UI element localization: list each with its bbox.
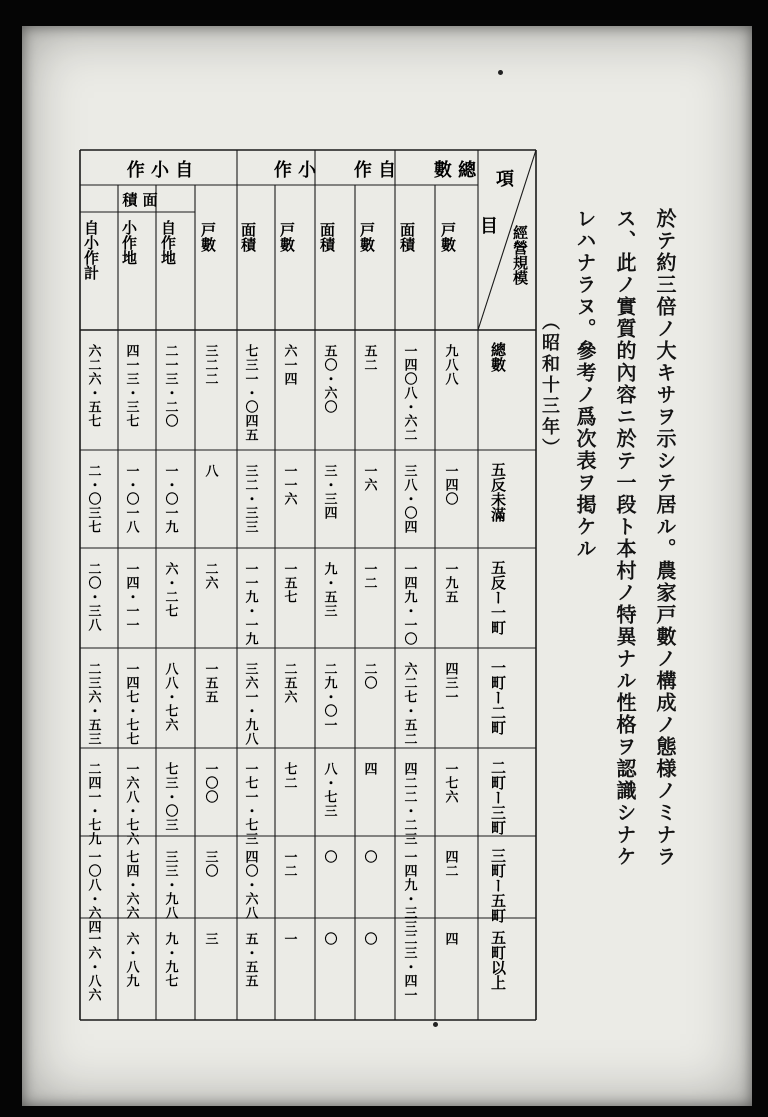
band-label-1: 總數 bbox=[489, 342, 507, 372]
row-header-4: 面積 bbox=[318, 222, 336, 252]
paragraph-line-1: 於テ約三倍ノ大キサヲ示シテ居ル。農家戸數ノ構成ノ態様ノミナラ bbox=[653, 208, 677, 868]
row-header-7: 戸數 bbox=[199, 222, 217, 252]
table-cell: 三八・〇四 bbox=[401, 464, 417, 534]
table-cell: 六一四 bbox=[281, 344, 297, 386]
table-cell: 二六 bbox=[202, 562, 218, 590]
band-label-4: 一町ー二町 bbox=[489, 660, 507, 735]
table-year-caption: （昭和十三年） bbox=[539, 312, 560, 459]
table-cell: 一・〇一九 bbox=[162, 464, 178, 534]
group-header-total: 數 總 bbox=[433, 160, 477, 181]
table-cell: 二三六・五三 bbox=[85, 662, 101, 746]
table-cell: 四二 bbox=[442, 850, 458, 878]
table-cell: 〇 bbox=[321, 850, 337, 864]
table-cell: 〇 bbox=[361, 850, 377, 864]
table-cell: 九・五三 bbox=[321, 562, 337, 618]
table-cell: 三 bbox=[202, 932, 218, 946]
table-cell: 二四一・七九 bbox=[85, 762, 101, 846]
table-cell: 一一九・一九 bbox=[242, 562, 258, 646]
table-cell: 二五六 bbox=[281, 662, 297, 704]
table-cell: 一四七・七七 bbox=[123, 662, 139, 746]
table-cell: 一五七 bbox=[281, 562, 297, 604]
row-header-2: 面積 bbox=[398, 222, 416, 252]
table-cell: 一一六 bbox=[281, 464, 297, 506]
table-cell: 一四〇八・六二 bbox=[401, 344, 417, 442]
table-cell: 七三一・〇四五 bbox=[242, 344, 258, 442]
table-cell: 三六一・九八 bbox=[242, 662, 258, 746]
table-cell: 三・三四 bbox=[321, 464, 337, 520]
table-cell: 八八・七六 bbox=[162, 662, 178, 732]
table-cell: 一六 bbox=[361, 464, 377, 492]
table-cell: 三〇 bbox=[202, 850, 218, 878]
band-label-6: 三町ー五町 bbox=[489, 848, 507, 923]
table-cell: 一四九・一〇 bbox=[401, 562, 417, 646]
table-cell: 〇 bbox=[361, 932, 377, 946]
table-cell: 一九五 bbox=[442, 562, 458, 604]
table-cell: 六二七・五二 bbox=[401, 662, 417, 746]
paragraph-line-2: ス、此ノ實質的內容ニ於テ一段ト本村ノ特異ナル性格ヲ認識シナケ bbox=[613, 208, 637, 868]
row-header-10: 自小作計 bbox=[82, 220, 100, 280]
table-cell: 八・七三 bbox=[321, 762, 337, 818]
table-cell: 五〇・六〇 bbox=[321, 344, 337, 414]
table-cell: 一二 bbox=[361, 562, 377, 590]
row-header-6: 面積 bbox=[239, 222, 257, 252]
corner-item-label: 項 bbox=[496, 169, 514, 190]
row-header-1: 戸數 bbox=[439, 222, 457, 252]
row-header-9: 小作地 bbox=[120, 220, 138, 265]
table-cell: 七三・〇三 bbox=[162, 762, 178, 832]
table-cell: 二〇・三八 bbox=[85, 562, 101, 632]
table-cell: 一〇八・六四 bbox=[85, 850, 101, 934]
table-cell: 九八八 bbox=[442, 344, 458, 386]
row-header-5: 戸數 bbox=[278, 222, 296, 252]
band-label-7: 五町以上 bbox=[489, 930, 507, 990]
table-cell: 一四九・三三 bbox=[401, 850, 417, 934]
table-cell: 二・〇三七 bbox=[85, 464, 101, 534]
table-cell: 二一三・二〇 bbox=[162, 344, 178, 428]
table-grid bbox=[80, 150, 536, 1020]
table-cell: 一五五 bbox=[202, 662, 218, 704]
table-cell: 一六・八六 bbox=[85, 932, 101, 1002]
corner-item-label-2: 目 bbox=[480, 216, 498, 237]
table-cell: 四 bbox=[361, 762, 377, 776]
table-cell: 八 bbox=[202, 464, 218, 478]
table-cell: 六二六・五七 bbox=[85, 344, 101, 428]
table-cell: 二九・〇一 bbox=[321, 662, 337, 732]
table-cell: 三三・九八 bbox=[162, 850, 178, 920]
table-cell: 一四〇 bbox=[442, 464, 458, 506]
table-cell: 七四・六六 bbox=[123, 850, 139, 920]
paragraph-line-3: レハナラヌ。參考ノ爲次表ヲ掲ケル bbox=[573, 208, 597, 560]
table-cell: 〇 bbox=[321, 932, 337, 946]
table-cell: 九・九七 bbox=[162, 932, 178, 988]
table-cell: 七二 bbox=[281, 762, 297, 790]
band-label-3: 五反ー一町 bbox=[489, 560, 507, 635]
row-header-3: 戸數 bbox=[358, 222, 376, 252]
band-label-5: 二町ー三町 bbox=[489, 760, 507, 835]
table-cell: 二三・四一 bbox=[401, 932, 417, 1002]
group-header-owner: 作 自 bbox=[353, 160, 397, 181]
table-cell: 二〇 bbox=[361, 662, 377, 690]
corner-scale-label: 經營規模 bbox=[511, 225, 529, 285]
group-header-tenant: 作 小 bbox=[273, 160, 317, 181]
group-header-owner-tenant: 作 小 自 bbox=[126, 160, 194, 181]
table-cell: 四二二・二三 bbox=[401, 762, 417, 846]
table-cell: 一二 bbox=[281, 850, 297, 878]
ink-spot bbox=[433, 1022, 438, 1027]
table-cell: 四三一 bbox=[442, 662, 458, 704]
table-cell: 五・五五 bbox=[242, 932, 258, 988]
table-cell: 一 bbox=[281, 932, 297, 946]
table-cell: 一六八・七六 bbox=[123, 762, 139, 846]
table-cell: 六・二七 bbox=[162, 562, 178, 618]
table-cell: 一・〇一八 bbox=[123, 464, 139, 534]
table-cell: 三二二 bbox=[202, 344, 218, 386]
table-cell: 五二 bbox=[361, 344, 377, 372]
table-cell: 四一三・三七 bbox=[123, 344, 139, 428]
subheader-area: 積 面 bbox=[122, 191, 158, 209]
table-cell: 一〇〇 bbox=[202, 762, 218, 804]
table-cell: 四 bbox=[442, 932, 458, 946]
table-cell: 一四・一一 bbox=[123, 562, 139, 632]
table-cell: 四〇・六八 bbox=[242, 850, 258, 920]
ink-spot bbox=[498, 70, 503, 75]
row-header-8: 自作地 bbox=[159, 220, 177, 265]
table-cell: 一七六 bbox=[442, 762, 458, 804]
band-label-2: 五反未滿 bbox=[489, 462, 507, 522]
table-cell: 三二・三三 bbox=[242, 464, 258, 534]
table-cell: 一七一・七三 bbox=[242, 762, 258, 846]
table-cell: 六・八九 bbox=[123, 932, 139, 988]
